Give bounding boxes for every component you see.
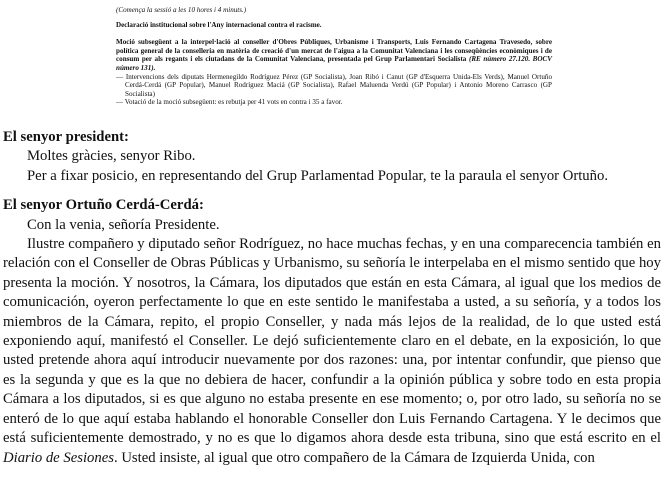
- speech-text: . Usted insiste, al igual que otro compañero de la Cámara de Izquierda Unida, con: [113, 449, 595, 466]
- diario-de-sesiones-title: Diario de Sesiones: [3, 449, 114, 466]
- motion-text: Moció subsegüent a la interpel·lació al conseller d'Obres Públiques, Urbanisme i Transports, Luis Fernando Cartagena Travesedo, sobre política general de la conselleria en matèria de creació d'un mercat de l'aigua a la Comunitat Valenciana i les conseqüències econòmiques i de consum per als regants i els ciutadans de la Comunitat Valenciana, presentada pel Grup Parlamentari Socialista: [116, 38, 552, 64]
- speech-text: Ilustre compañero y diputado señor Rodríguez, no hace muchas fechas, y en una comparecencia también en relación con el Conseller de Obras Públicas y Urbanismo, su señoría le interpelaba en el mismo sentido que hoy presenta la moción. Y nosotros, la Cámara, los diputados que están en esta Cámara, al igual que los medios de comunicación, oyeron perfectamente lo que en este sentido le manifestaba a usted, a su señoría, y a todos los miembros de la Cámara, repito, el propio Conseller, y nada más lejos de la realidad, de lo que usted está exponiendo aquí, manifestó el Conseller. Le dejó suficientemente claro en el debate, en la exposición, lo que usted pretende ahora aquí introducir nuevamente por dos razones: una, por intentar confundir, que pienso que es la segunda y que es la que no debiera de hacer, confundir a la opinión pública y sobre todo en esta propia Cámara a los diputados, si es que alguno no estaba presente en ese momento; o, por otro lado, su señoría no se enteró de lo que aquí estaba hablando el honorable Conseller don Luis Fernando Cartagena. Y le decimos que está suficientemente demostrado, y no es que lo digamos ahora desde esta tribuna, sino que está escrito en el: [3, 236, 661, 447]
- section-gap: [3, 186, 661, 196]
- speaker-heading-ortuno: El senyor Ortuño Cerdá-Cerdá:: [3, 197, 204, 214]
- motion-reference: (RE número 27.120. BOCV número 131).: [116, 55, 553, 72]
- speech-line: Per a fixar posicio, en representando del Grup Parlamentad Popular, te la paraula el senyor Ortuño.: [27, 167, 609, 184]
- speaker-heading-president: El senyor president:: [3, 129, 129, 145]
- institutional-declaration: Declaració institucional sobre l'Any internacional contra el racisme.: [116, 20, 322, 29]
- interventions-list: — Intervencions dels diputats Hermenegildo Rodríguez Pérez (GP Socialista), Joan Ribó i Canut (GP d'Esquerra Unida-Els Verds), Manuel Ortuño Cerdá-Cerdá (GP Popular), Manuel Rodríguez Maciá (GP Socialista), Rafael Maluenda Verdú (GP Popular) i Antonio Moreno Carrasco (GP Socialista): [116, 72, 552, 98]
- speech-paragraph: [3, 235, 661, 468]
- motion-summary: [116, 38, 552, 72]
- speech-line: Con la venia, señoría Presidente.: [27, 216, 220, 233]
- vote-result: — Votació de la moció subsegüent: es rebutja per 41 vots en contra i 35 a favor.: [116, 98, 343, 107]
- session-start-note: (Comença la sessió a les 10 hores i 4 minuts.): [116, 6, 247, 14]
- session-summary: [116, 6, 552, 107]
- speech-line: Moltes gràcies, senyor Ribo.: [27, 148, 196, 165]
- transcript-body: [3, 128, 661, 468]
